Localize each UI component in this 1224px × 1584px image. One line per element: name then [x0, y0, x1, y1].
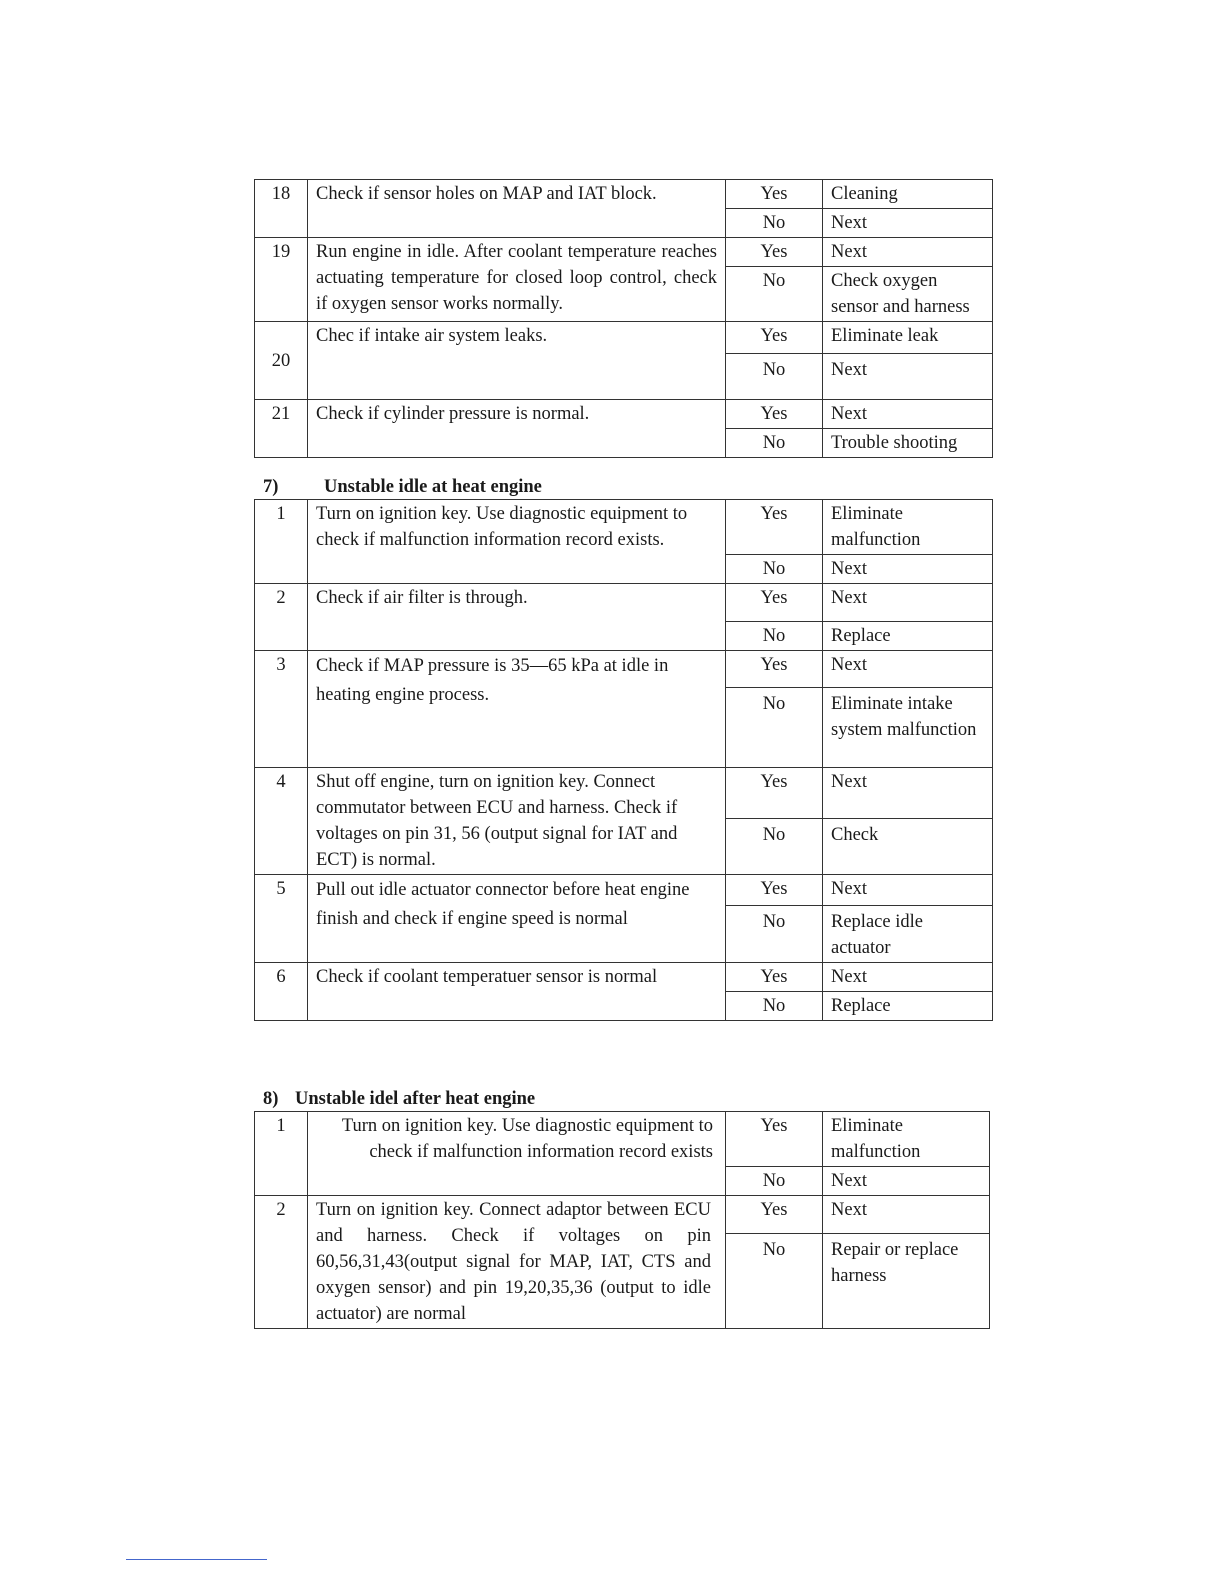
no-label: No — [726, 818, 823, 874]
diagnostic-table-continued — [254, 179, 993, 458]
step-number: 20 — [255, 322, 308, 400]
no-label: No — [726, 622, 823, 651]
section-7-table — [254, 499, 993, 1021]
yes-label: Yes — [726, 238, 823, 267]
step-description: Chec if intake air system leaks. — [308, 322, 726, 400]
no-label: No — [726, 1233, 823, 1328]
footnote-separator-line — [126, 1559, 267, 1560]
yes-action: Next — [823, 584, 993, 622]
yes-label: Yes — [726, 963, 823, 992]
no-action: Repair or replace harness — [823, 1233, 990, 1328]
step-description: Check if MAP pressure is 35—65 kPa at idle in heating engine process. — [308, 651, 726, 768]
no-action: Check oxygen sensor and harness — [823, 267, 993, 322]
no-action: Next — [823, 209, 993, 238]
yes-action: Eliminate malfunction — [823, 1112, 990, 1167]
no-label: No — [726, 354, 823, 400]
yes-action: Cleaning — [823, 180, 993, 209]
step-number: 1 — [255, 1112, 308, 1196]
section-8-title: Unstable idel after heat engine — [295, 1089, 536, 1109]
section-7-number: 7) — [263, 477, 279, 497]
step-number: 21 — [255, 400, 308, 458]
no-action: Replace — [823, 622, 993, 651]
yes-label: Yes — [726, 1196, 823, 1234]
yes-action: Next — [823, 963, 993, 992]
yes-label: Yes — [726, 875, 823, 906]
step-number: 2 — [255, 1196, 308, 1329]
yes-label: Yes — [726, 768, 823, 819]
section-7-title: Unstable idle at heat engine — [324, 477, 542, 497]
yes-action: Next — [823, 1196, 990, 1234]
yes-label: Yes — [726, 400, 823, 429]
step-number: 1 — [255, 500, 308, 584]
no-action: Next — [823, 1167, 990, 1196]
yes-label: Yes — [726, 651, 823, 688]
no-action: Replace idle actuator — [823, 906, 993, 963]
no-action: Replace — [823, 992, 993, 1021]
step-description: Turn on ignition key. Use diagnostic equipment to check if malfunction information record exists. — [308, 500, 726, 584]
yes-label: Yes — [726, 322, 823, 354]
no-label: No — [726, 555, 823, 584]
step-description: Turn on ignition key. Use diagnostic equipment to check if malfunction information record exists — [308, 1112, 726, 1196]
yes-action: Next — [823, 768, 993, 819]
step-description: Check if sensor holes on MAP and IAT block. — [308, 180, 726, 238]
no-label: No — [726, 992, 823, 1021]
yes-action: Eliminate leak — [823, 322, 993, 354]
no-action: Check — [823, 818, 993, 874]
step-description: Shut off engine, turn on ignition key. Connect commutator between ECU and harness. Check if voltages on pin 31, 56 (output signal for IAT and ECT) is normal. — [308, 768, 726, 875]
no-action: Next — [823, 555, 993, 584]
step-description: Pull out idle actuator connector before heat engine finish and check if engine speed is normal — [308, 875, 726, 963]
step-number: 4 — [255, 768, 308, 875]
no-label: No — [726, 1167, 823, 1196]
step-number: 6 — [255, 963, 308, 1021]
step-description: Check if air filter is through. — [308, 584, 726, 651]
yes-label: Yes — [726, 1112, 823, 1167]
no-label: No — [726, 267, 823, 322]
step-description: Check if coolant temperatuer sensor is normal — [308, 963, 726, 1021]
step-number: 5 — [255, 875, 308, 963]
yes-label: Yes — [726, 584, 823, 622]
step-description: Run engine in idle. After coolant temperature reaches actuating temperature for closed loop control, check if oxygen sensor works normally. — [308, 238, 726, 322]
no-label: No — [726, 209, 823, 238]
step-number: 3 — [255, 651, 308, 768]
step-description: Turn on ignition key. Connect adaptor between ECU and harness. Check if voltages on pin 60,56,31,43(output signal for MAP, IAT, CTS and oxygen sensor) and pin 19,20,35,36 (output to idle actuator) are normal — [308, 1196, 726, 1329]
step-number: 19 — [255, 238, 308, 322]
section-8-table — [254, 1111, 990, 1329]
no-label: No — [726, 688, 823, 768]
yes-action: Next — [823, 400, 993, 429]
no-action: Eliminate intake system malfunction — [823, 688, 993, 768]
yes-label: Yes — [726, 180, 823, 209]
step-description: Check if cylinder pressure is normal. — [308, 400, 726, 458]
no-action: Trouble shooting — [823, 429, 993, 458]
section-8-number: 8) — [263, 1089, 279, 1109]
no-label: No — [726, 906, 823, 963]
no-label: No — [726, 429, 823, 458]
yes-action: Next — [823, 651, 993, 688]
step-number: 2 — [255, 584, 308, 651]
yes-label: Yes — [726, 500, 823, 555]
yes-action: Next — [823, 238, 993, 267]
no-action: Next — [823, 354, 993, 400]
step-number: 18 — [255, 180, 308, 238]
yes-action: Eliminate malfunction — [823, 500, 993, 555]
yes-action: Next — [823, 875, 993, 906]
